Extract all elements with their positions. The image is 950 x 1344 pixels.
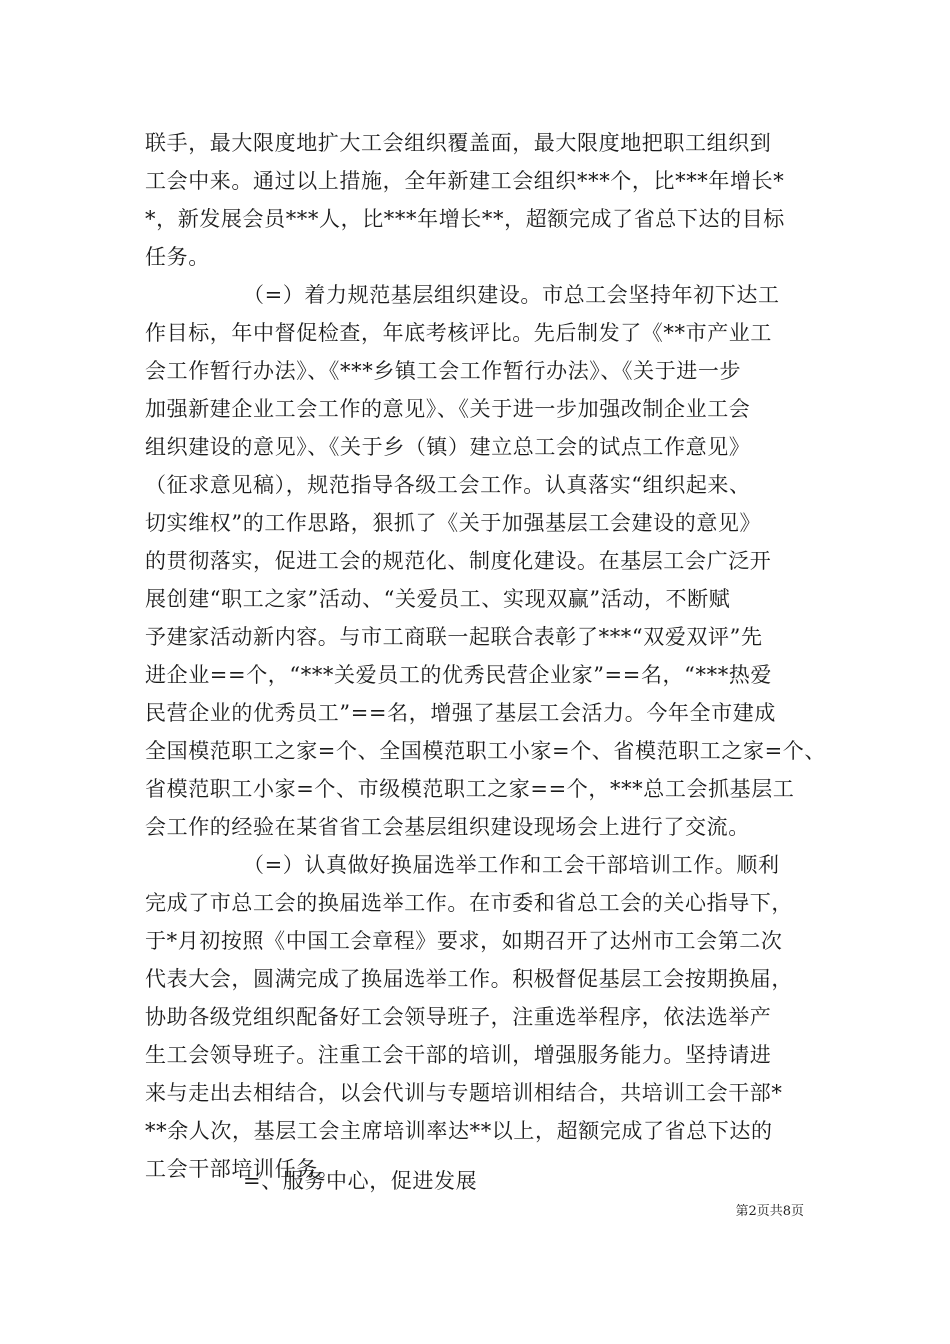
paragraph-3-line: 协助各级党组织配备好工会领导班子，注重选举程序，依法选举产 (145, 1005, 772, 1029)
paragraph-3-line: **余人次，基层工会主席培训率达**以上，超额完成了省总下达的 (145, 1119, 773, 1143)
paragraph-3-line: 代表大会，圆满完成了换届选举工作。积极督促基层工会按期换届， (145, 967, 793, 991)
paragraph-2-line: （=）着力规范基层组织建设。市总工会坚持年初下达工 (243, 283, 780, 307)
paragraph-2-line: 予建家活动新内容。与市工商联一起联合表彰了***“双爱双评”先 (145, 625, 763, 649)
paragraph-3-line: 生工会领导班子。注重工会干部的培训，增强服务能力。坚持请进 (145, 1043, 772, 1067)
paragraph-1-line: *，新发展会员***人，比***年增长**，超额完成了省总下达的目标 (145, 207, 785, 231)
paragraph-3-line: 工会干部培训任务。 (145, 1157, 340, 1181)
paragraph-1-line: 工会中来。通过以上措施，全年新建工会组织***个，比***年增长* (145, 169, 785, 193)
paragraph-3-line: （=）认真做好换届选举工作和工会干部培训工作。顺利 (243, 853, 780, 877)
paragraph-2-line: 切实维权”的工作思路，狠抓了《关于加强基层工会建设的意见》 (145, 511, 762, 535)
page-number: 第2页共8页 (735, 1204, 804, 1219)
paragraph-1-line: 联手，最大限度地扩大工会组织覆盖面，最大限度地把职工组织到 (145, 131, 772, 155)
paragraph-2-line: 会工作暂行办法》、《***乡镇工会工作暂行办法》、《关于进一步 (145, 359, 742, 383)
paragraph-2-line: 全国模范职工之家=个、全国模范职工小家=个、省模范职工之家=个、 (145, 739, 826, 763)
paragraph-2-line: 会工作的经验在某省省工会基层组织建设现场会上进行了交流。 (145, 815, 750, 839)
paragraph-3-line: 于*月初按照《中国工会章程》要求，如期召开了达州市工会第二次 (145, 929, 783, 953)
paragraph-2-line: 展创建“职工之家”活动、“关爱员工、实现双赢”活动，不断赋 (145, 587, 731, 611)
paragraph-1-line: 任务。 (145, 245, 210, 269)
paragraph-3-line: 完成了市总工会的换届选举工作。在市委和省总工会的关心指导下， (145, 891, 793, 915)
paragraph-2-line: （征求意见稿），规范指导各级工会工作。认真落实“组织起来、 (145, 473, 751, 497)
paragraph-2-line: 省模范职工小家=个、市级模范职工之家==个，***总工会抓基层工 (145, 777, 795, 801)
paragraph-2-line: 作目标，年中督促检查，年底考核评比。先后制发了《**市产业工 (145, 321, 772, 345)
paragraph-2-line: 进企业==个，“***关爱员工的优秀民营企业家”==名，“***热爱 (145, 663, 772, 687)
section-heading: =、服务中心，促进发展 (243, 1169, 478, 1193)
paragraph-2-line: 加强新建企业工会工作的意见》、《关于进一步加强改制企业工会 (145, 397, 751, 421)
paragraph-2-line: 的贯彻落实，促进工会的规范化、制度化建设。在基层工会广泛开 (145, 549, 772, 573)
paragraph-3-line: 来与走出去相结合，以会代训与专题培训相结合，共培训工会干部* (145, 1081, 783, 1105)
paragraph-2-line: 组织建设的意见》、《关于乡（镇）建立总工会的试点工作意见》 (145, 435, 751, 459)
paragraph-2-line: 民营企业的优秀员工”==名，增强了基层工会活力。今年全市建成 (145, 701, 776, 725)
